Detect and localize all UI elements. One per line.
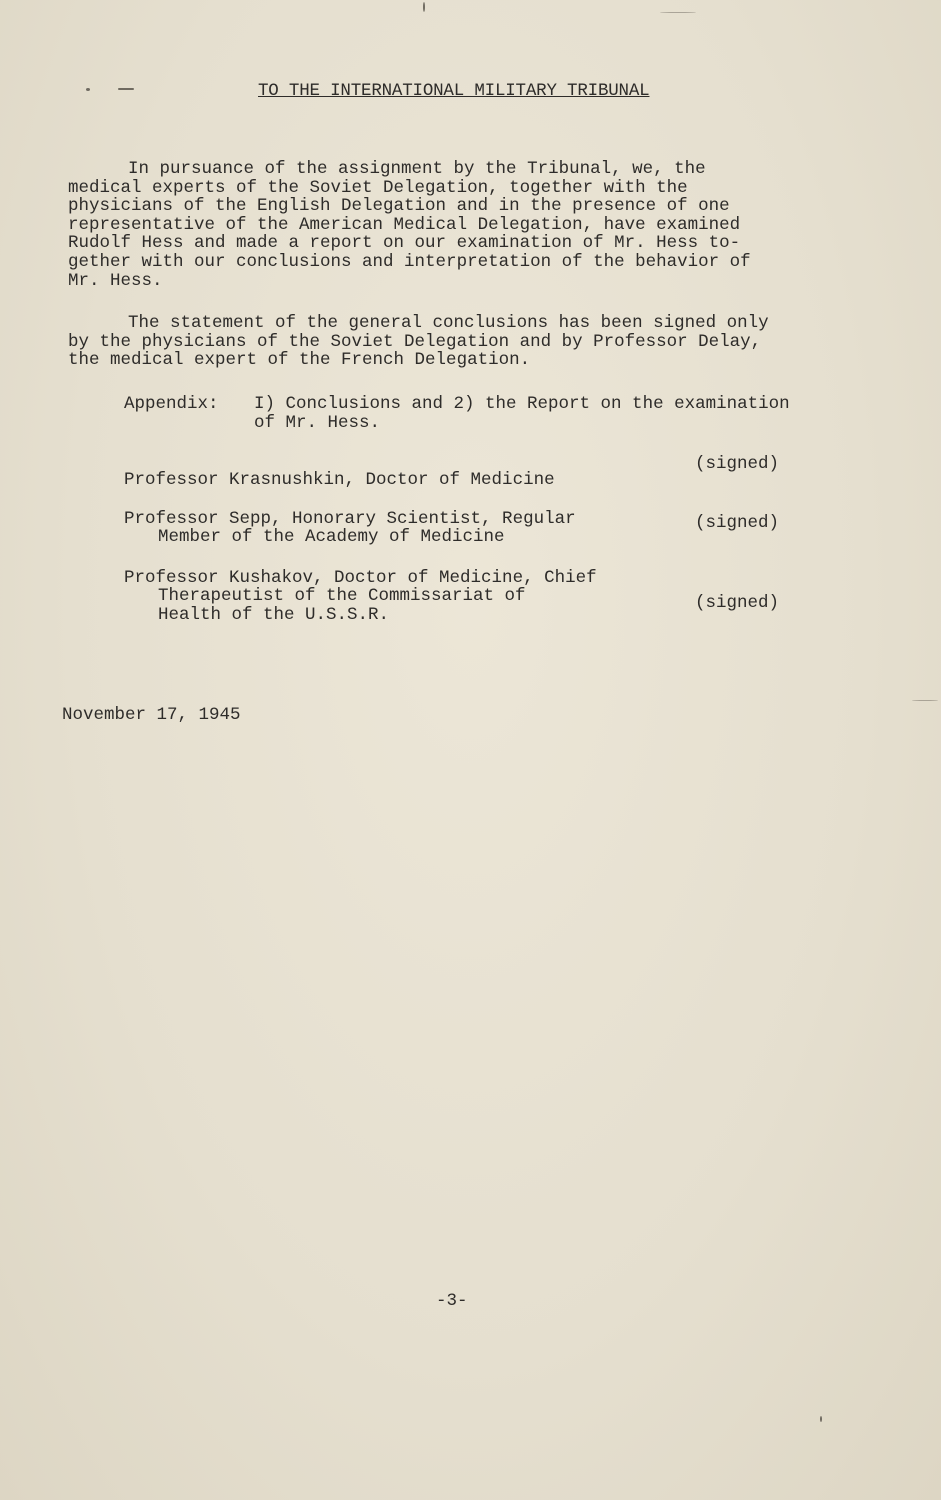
paper-speck [118,88,134,90]
appendix-label: Appendix: [124,394,219,414]
signatory-block [124,550,664,643]
document-title: TO THE INTERNATIONAL MILITARY TRIBUNAL [258,81,650,101]
signed-status: (signed) [695,513,780,533]
document-date: November 17, 1945 [62,705,241,725]
signatory-name: Professor Kushakov, Doctor of Medicine, Chief [124,567,597,588]
paper-speck [86,88,90,91]
signed-status: (signed) [695,454,780,474]
paragraph-conclusions: The statement of the general conclusions has been signed only by the physicians of the Soviet Delegation and by Professor Delay, the medical expert of the French Delegation. [68,313,769,371]
signatory-name: Professor Sepp, Honorary Scientist, Regular [124,508,576,529]
paragraph-assignment: In pursuance of the assignment by the Tribunal, we, the medical experts of the Soviet Delegation, together with the physicians of the English Delegation and in the presence of one representative of the American Medical Delegation, have examined Rudolf Hess and made a report on our examination of Mr. Hess to- gether with our conclusions and interpretation of the behavior of Mr. Hess. [68,159,751,291]
appendix-text: I) Conclusions and 2) the Report on the examination of Mr. Hess. [254,394,790,433]
signatory-continuation: Therapeutist of the Commissariat of Health of the U.S.S.R. [158,586,526,625]
signed-status: (signed) [695,593,780,613]
paper-speck [912,700,938,701]
page-number: -3- [436,1291,468,1311]
paper-speck [820,1416,822,1422]
signatory-block [124,452,664,489]
paper-speck [660,12,696,13]
paper-speck [423,2,425,12]
signatory-name: Professor Krasnushkin, Doctor of Medicine [124,469,555,490]
signatory-continuation: Member of the Academy of Medicine [158,527,505,548]
